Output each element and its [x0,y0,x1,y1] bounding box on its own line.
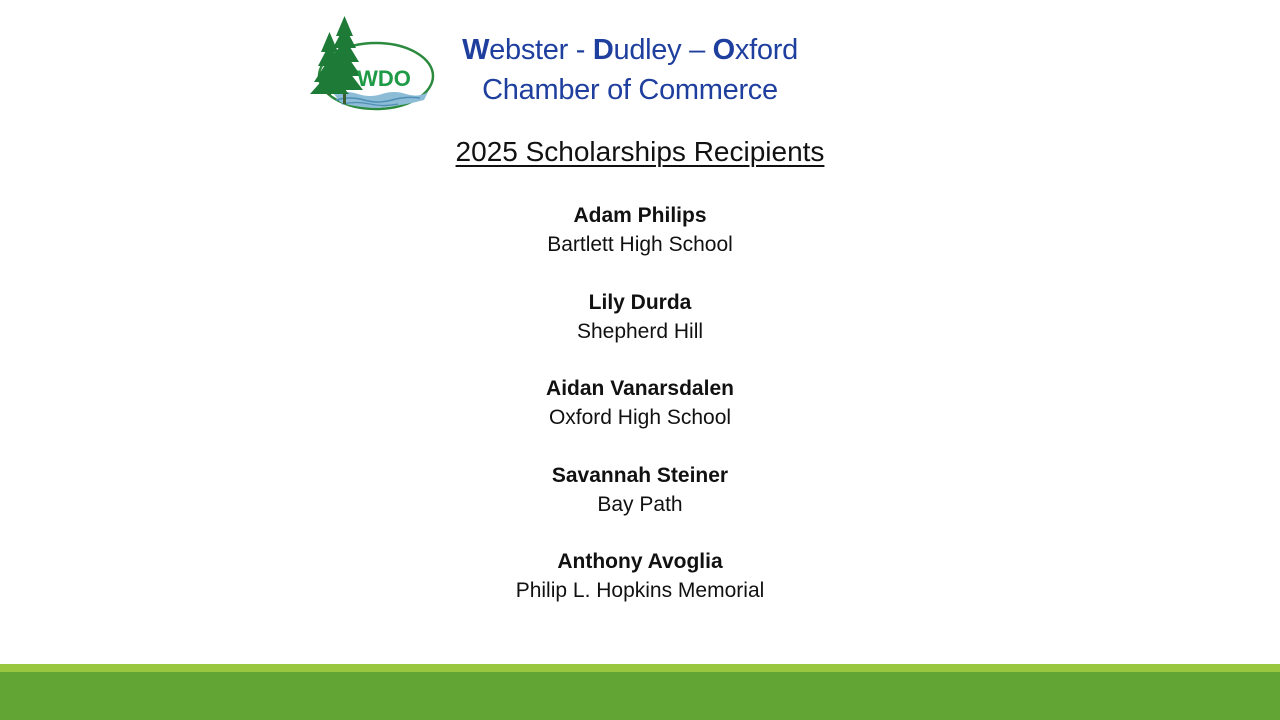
recipient-school: Shepherd Hill [576,319,704,343]
org-initial-w: W [462,34,490,66]
recipient-name: Anthony Avoglia [557,550,723,573]
org-word-webster: ebster - [489,34,593,66]
org-initial-o: O [712,34,735,66]
recipient-item [0,202,1280,289]
recipient-name: Lily Durda [588,290,692,314]
recipient-item [0,462,1280,549]
org-word-dudley: udley – [613,34,713,66]
org-word-oxford: xford [734,34,798,66]
recipient-school: Bartlett High School [547,233,733,256]
recipient-school: Oxford High School [548,406,732,429]
recipient-item [0,548,1280,635]
recipient-name: Savannah Steiner [551,463,729,487]
recipients-list [0,202,1280,635]
logo-text: WDO [357,66,411,91]
recipient-school: Philip L. Hopkins Memorial [515,579,765,602]
recipient-name: Adam Philips [573,204,707,227]
org-initial-d: D [592,34,614,66]
recipient-item [0,375,1280,462]
recipient-item [0,289,1280,376]
recipient-name: Aidan Vanarsdalen [546,377,734,400]
footer-band-light [0,664,1280,672]
footer-band-dark [0,672,1280,720]
organization-line-1 [430,30,830,70]
page-heading: 2025 Scholarships Recipients [455,136,825,167]
organization-line-2: Chamber of Commerce [482,74,778,106]
recipient-school: Bay Path [597,492,683,516]
wdo-logo [306,14,438,114]
organization-name [430,30,830,110]
